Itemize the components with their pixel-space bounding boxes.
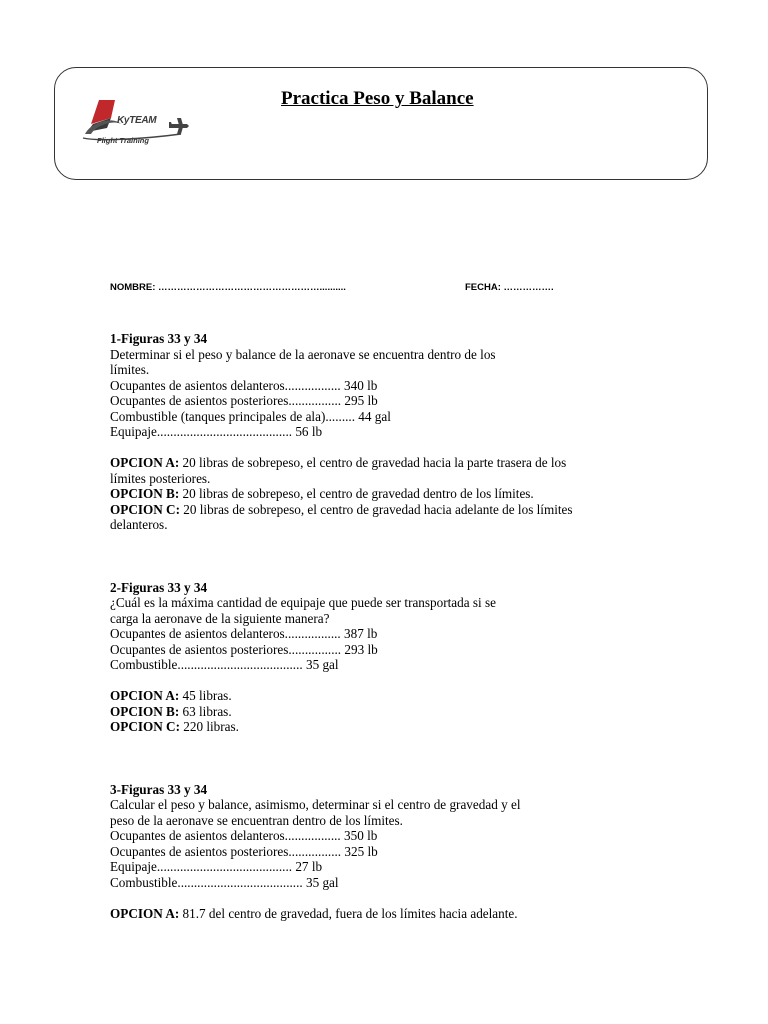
nombre-field[interactable]: NOMBRE: …………………………………………….......... [110, 282, 346, 293]
spacer [110, 440, 630, 456]
option-line [110, 906, 630, 922]
option-text: límites posteriores. [110, 470, 211, 486]
spacer [110, 890, 630, 906]
logo-brand: KyTEAM [117, 115, 157, 126]
data-item: Ocupantes de asientos posteriores................ 295 lb [110, 393, 378, 408]
page-title: Practica Peso y Balance [281, 88, 474, 109]
option-label: OPCION A: [110, 688, 180, 703]
question-block [110, 580, 630, 735]
skyteam-logo [81, 94, 191, 152]
option-text: 63 libras. [179, 703, 232, 719]
header-box [54, 67, 708, 180]
spacer [110, 735, 630, 782]
option-label: OPCION A: [110, 905, 180, 921]
data-item: Equipaje......................................... 27 lb [110, 859, 323, 874]
data-item: Equipaje......................................... 56 lb [110, 424, 323, 439]
option-line [110, 719, 630, 735]
option-text: delanteros. [110, 517, 168, 532]
question-title: 3-Figuras 33 y 34 [110, 781, 208, 797]
option-text: 20 libras de sobrepeso, el centro de gravedad dentro de los límites. [179, 486, 534, 501]
spacer [110, 673, 630, 689]
option-label: OPCION B: [110, 703, 180, 719]
option-text: 45 libras. [179, 688, 232, 703]
option-label: OPCION C: [110, 719, 180, 734]
question-title: 2-Figuras 33 y 34 [110, 579, 208, 595]
option-text: 81.7 del centro de gravedad, fuera de los límites hacia adelante. [179, 905, 518, 921]
question-prompt: Determinar si el peso y balance de la aeronave se encuentra dentro de los [110, 346, 496, 362]
option-label: OPCION A: [110, 455, 180, 470]
option-line [110, 688, 630, 704]
data-item: Ocupantes de asientos delanteros................. 340 lb [110, 377, 378, 393]
data-item: Combustible...................................... 35 gal [110, 657, 339, 672]
data-item: Ocupantes de asientos delanteros................. 350 lb [110, 828, 378, 843]
option-label: OPCION B: [110, 486, 180, 501]
question-block [110, 782, 630, 922]
data-item: Ocupantes de asientos posteriores................ 293 lb [110, 641, 378, 657]
question-prompt: Calcular el peso y balance, asimismo, determinar si el centro de gravedad y el [110, 797, 521, 812]
data-item: Ocupantes de asientos posteriores................ 325 lb [110, 843, 378, 859]
option-line [110, 502, 630, 518]
option-line [110, 486, 630, 502]
option-line [110, 455, 630, 471]
data-item: Ocupantes de asientos delanteros................. 387 lb [110, 626, 378, 641]
option-line [110, 517, 630, 533]
option-text: 20 libras de sobrepeso, el centro de gravedad hacia adelante de los límites [179, 501, 573, 517]
questions-list [110, 331, 630, 921]
question-prompt: carga la aeronave de la siguiente manera? [110, 610, 330, 626]
spacer [110, 533, 630, 580]
option-label: OPCION C: [110, 501, 180, 517]
question-prompt: peso de la aeronave se encuentran dentro de los límites. [110, 812, 403, 828]
question-title: 1-Figuras 33 y 34 [110, 331, 208, 346]
question-block [110, 331, 630, 533]
data-item: Combustible (tanques principales de ala)......... 44 gal [110, 408, 391, 424]
question-prompt: límites. [110, 362, 150, 377]
option-text: 220 libras. [179, 719, 239, 734]
logo-tagline: Flight Training [97, 136, 149, 145]
question-prompt: ¿Cuál es la máxima cantidad de equipaje que puede ser transportada si se [110, 595, 496, 610]
fecha-field[interactable]: FECHA: ……………. [465, 282, 554, 293]
option-line [110, 471, 630, 487]
option-line [110, 704, 630, 720]
data-item: Combustible...................................... 35 gal [110, 874, 339, 890]
option-text: 20 libras de sobrepeso, el centro de gravedad hacia la parte trasera de los [179, 455, 567, 470]
